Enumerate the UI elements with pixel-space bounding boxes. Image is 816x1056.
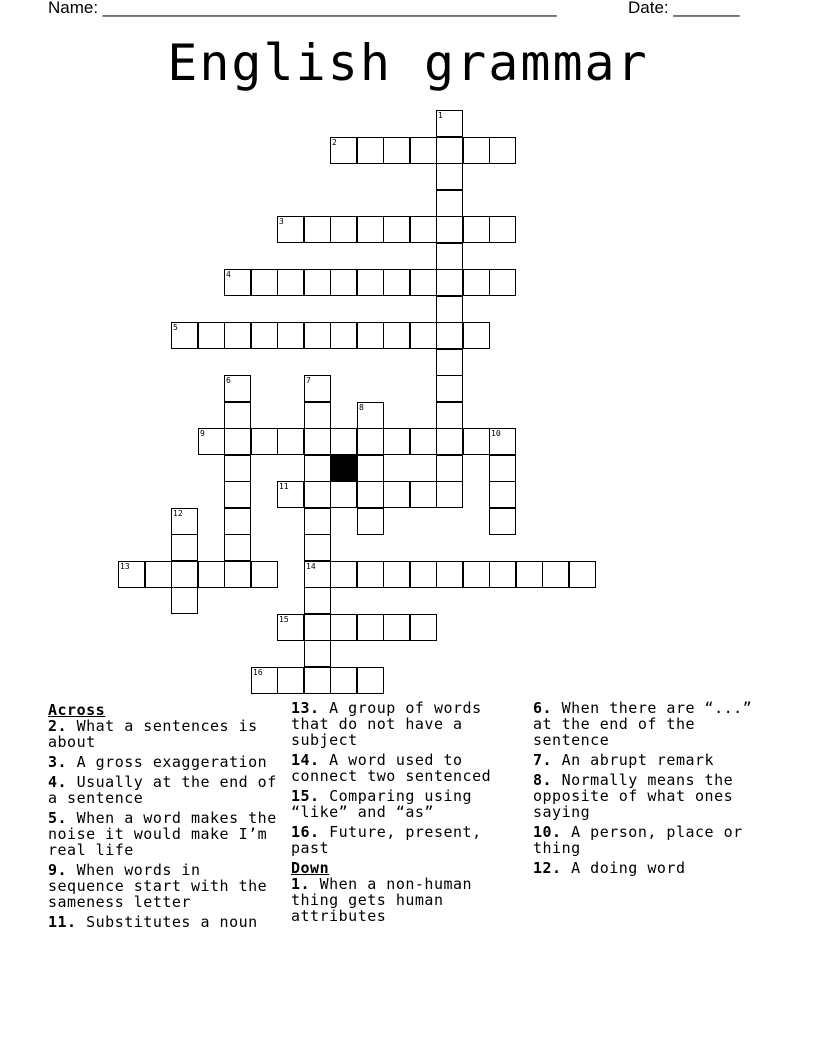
clue-item-number: 16. — [291, 823, 320, 841]
grid-cell[interactable] — [171, 534, 198, 561]
clue-item-number: 11. — [48, 913, 77, 931]
section-heading-down: Down — [291, 859, 330, 877]
date-field-label: Date: _______ — [628, 0, 740, 17]
grid-cell[interactable] — [383, 428, 410, 455]
clue-item — [48, 862, 283, 910]
grid-cell[interactable] — [277, 481, 304, 508]
clue-number: 13 — [120, 562, 130, 571]
grid-cell[interactable] — [224, 428, 251, 455]
grid-cell[interactable] — [436, 375, 463, 402]
clue-item — [291, 876, 526, 924]
grid-cell[interactable] — [357, 455, 384, 482]
grid-cell[interactable] — [304, 216, 331, 243]
grid-cell[interactable] — [330, 614, 357, 641]
grid-cell[interactable] — [383, 322, 410, 349]
grid-cell[interactable] — [436, 561, 463, 588]
clue-item — [291, 752, 526, 784]
clue-item — [48, 810, 283, 858]
grid-cell[interactable] — [171, 508, 198, 535]
grid-cell[interactable] — [357, 508, 384, 535]
grid-cell[interactable] — [410, 428, 437, 455]
grid-cell[interactable] — [357, 216, 384, 243]
grid-cell[interactable] — [357, 269, 384, 296]
clue-number: 3 — [279, 217, 284, 226]
grid-cell[interactable] — [171, 587, 198, 614]
grid-cell[interactable] — [410, 561, 437, 588]
grid-cell[interactable] — [304, 614, 331, 641]
grid-cell[interactable] — [410, 614, 437, 641]
clue-number: 7 — [306, 376, 311, 385]
grid-cell[interactable] — [224, 269, 251, 296]
grid-cell[interactable] — [463, 269, 490, 296]
grid-cell[interactable] — [330, 667, 357, 694]
grid-cell[interactable] — [463, 322, 490, 349]
grid-cell[interactable] — [277, 614, 304, 641]
grid-cell[interactable] — [118, 561, 145, 588]
clue-item-text: A group of words that do not have a subject — [291, 699, 482, 749]
clue-item-number: 7. — [533, 751, 553, 769]
grid-cell[interactable] — [436, 349, 463, 376]
puzzle-title: English grammar — [167, 34, 649, 92]
grid-cell[interactable] — [436, 190, 463, 217]
section-heading-across: Across — [48, 701, 106, 719]
grid-cell[interactable] — [383, 561, 410, 588]
clue-item-number: 5. — [48, 809, 68, 827]
grid-cell[interactable] — [304, 561, 331, 588]
clue-item — [48, 718, 283, 750]
clue-number: 2 — [332, 138, 337, 147]
grid-cell[interactable] — [171, 561, 198, 588]
clue-item-text: An abrupt remark — [552, 751, 715, 769]
grid-cell[interactable] — [224, 375, 251, 402]
clue-item-number: 6. — [533, 699, 553, 717]
grid-cell[interactable] — [277, 428, 304, 455]
grid-cell[interactable] — [463, 137, 490, 164]
grid-cell[interactable] — [304, 455, 331, 482]
grid-cell[interactable] — [383, 614, 410, 641]
grid-cell[interactable] — [304, 481, 331, 508]
grid-cell[interactable] — [198, 428, 225, 455]
clue-item — [291, 788, 526, 820]
grid-cell[interactable] — [436, 322, 463, 349]
clue-number: 1 — [438, 111, 443, 120]
grid-cell[interactable] — [357, 322, 384, 349]
clue-item-number: 8. — [533, 771, 553, 789]
grid-cell[interactable] — [357, 428, 384, 455]
clue-item-number: 4. — [48, 773, 68, 791]
grid-cell[interactable] — [489, 481, 516, 508]
grid-cell[interactable] — [463, 428, 490, 455]
clue-item — [533, 772, 773, 820]
grid-block — [330, 455, 357, 482]
clue-item-number: 3. — [48, 753, 68, 771]
grid-cell[interactable] — [357, 137, 384, 164]
clue-item-number: 9. — [48, 861, 68, 879]
grid-cell[interactable] — [330, 322, 357, 349]
clue-number: 16 — [253, 668, 263, 677]
grid-cell[interactable] — [436, 296, 463, 323]
grid-cell[interactable] — [224, 561, 251, 588]
grid-cell[interactable] — [304, 667, 331, 694]
grid-cell[interactable] — [436, 269, 463, 296]
clue-item — [291, 700, 526, 748]
grid-cell[interactable] — [383, 269, 410, 296]
grid-cell[interactable] — [198, 561, 225, 588]
grid-cell[interactable] — [251, 561, 278, 588]
grid-cell[interactable] — [436, 455, 463, 482]
clue-item-number: 12. — [533, 859, 562, 877]
clue-item-number: 1. — [291, 875, 311, 893]
clue-item-text: Future, present, past — [291, 823, 482, 857]
clue-number: 11 — [279, 482, 289, 491]
clue-item-number: 14. — [291, 751, 320, 769]
clue-item — [533, 860, 773, 876]
grid-cell[interactable] — [304, 508, 331, 535]
grid-cell[interactable] — [251, 322, 278, 349]
grid-cell[interactable] — [304, 375, 331, 402]
clue-item-number: 10. — [533, 823, 562, 841]
clue-item-text: Usually at the end of a sentence — [48, 773, 277, 807]
grid-cell[interactable] — [145, 561, 172, 588]
grid-cell[interactable] — [489, 216, 516, 243]
clue-item-number: 13. — [291, 699, 320, 717]
grid-cell[interactable] — [489, 269, 516, 296]
grid-cell[interactable] — [198, 322, 225, 349]
clue-item-text: Normally means the opposite of what ones saying — [533, 771, 734, 821]
grid-cell[interactable] — [304, 428, 331, 455]
clue-item — [291, 824, 526, 856]
clue-item — [533, 824, 773, 856]
clue-item — [533, 752, 773, 768]
grid-cell[interactable] — [489, 455, 516, 482]
grid-cell[interactable] — [410, 216, 437, 243]
clue-number: 4 — [226, 270, 231, 279]
clue-number: 9 — [200, 429, 205, 438]
clue-item-text: When words in sequence start with the sameness letter — [48, 861, 268, 911]
grid-cell[interactable] — [330, 216, 357, 243]
clue-item-text: When a word makes the noise it would make I’m real life — [48, 809, 277, 859]
grid-cell[interactable] — [357, 614, 384, 641]
clue-item-text: Comparing using “like” and “as” — [291, 787, 473, 821]
grid-cell[interactable] — [304, 322, 331, 349]
grid-cell[interactable] — [330, 561, 357, 588]
grid-cell[interactable] — [383, 481, 410, 508]
grid-cell[interactable] — [304, 587, 331, 614]
clue-number: 5 — [173, 323, 178, 332]
grid-cell[interactable] — [463, 561, 490, 588]
grid-cell[interactable] — [489, 137, 516, 164]
grid-cell[interactable] — [277, 667, 304, 694]
grid-cell[interactable] — [330, 428, 357, 455]
grid-cell[interactable] — [224, 481, 251, 508]
grid-cell[interactable] — [251, 667, 278, 694]
grid-cell[interactable] — [569, 561, 596, 588]
grid-cell[interactable] — [304, 640, 331, 667]
clue-item — [533, 700, 773, 748]
clue-item-text: A gross exaggeration — [67, 753, 268, 771]
clue-number: 15 — [279, 615, 289, 624]
clue-item-text: What a sentences is about — [48, 717, 258, 751]
grid-cell[interactable] — [277, 269, 304, 296]
grid-cell[interactable] — [357, 667, 384, 694]
grid-cell[interactable] — [436, 216, 463, 243]
clue-number: 14 — [306, 562, 316, 571]
clue-item-number: 2. — [48, 717, 68, 735]
grid-cell[interactable] — [304, 402, 331, 429]
grid-cell[interactable] — [542, 561, 569, 588]
grid-cell[interactable] — [330, 269, 357, 296]
grid-cell[interactable] — [357, 561, 384, 588]
grid-cell[interactable] — [410, 481, 437, 508]
grid-cell[interactable] — [330, 137, 357, 164]
grid-cell[interactable] — [277, 216, 304, 243]
clue-item — [48, 774, 283, 806]
clue-item-number: 15. — [291, 787, 320, 805]
clue-item-text: When there are “...” at the end of the sentence — [533, 699, 753, 749]
grid-cell[interactable] — [224, 534, 251, 561]
grid-cell[interactable] — [383, 137, 410, 164]
grid-cell[interactable] — [410, 322, 437, 349]
grid-cell[interactable] — [410, 137, 437, 164]
clue-item-text: Substitutes a noun — [76, 913, 258, 931]
name-field-label: Name: ________________________________________________ — [48, 0, 557, 17]
grid-cell[interactable] — [489, 508, 516, 535]
clue-number: 10 — [491, 429, 501, 438]
grid-cell[interactable] — [357, 402, 384, 429]
grid-cell[interactable] — [330, 481, 357, 508]
clue-item-text: When a non-human thing gets human attributes — [291, 875, 473, 925]
grid-cell[interactable] — [224, 455, 251, 482]
grid-cell[interactable] — [224, 508, 251, 535]
clue-column-2 — [291, 700, 526, 928]
grid-cell[interactable] — [224, 322, 251, 349]
clue-column-3 — [533, 700, 773, 880]
grid-cell[interactable] — [516, 561, 543, 588]
grid-cell[interactable] — [436, 481, 463, 508]
grid-cell[interactable] — [436, 428, 463, 455]
grid-cell[interactable] — [171, 322, 198, 349]
grid-cell[interactable] — [489, 428, 516, 455]
grid-cell[interactable] — [436, 110, 463, 137]
clue-item — [48, 914, 283, 930]
clue-item-text: A person, place or thing — [533, 823, 743, 857]
grid-cell[interactable] — [277, 322, 304, 349]
clue-number: 12 — [173, 509, 183, 518]
clue-number: 6 — [226, 376, 231, 385]
grid-cell[interactable] — [436, 163, 463, 190]
clue-column-1 — [48, 700, 283, 934]
grid-cell[interactable] — [463, 216, 490, 243]
grid-cell[interactable] — [304, 269, 331, 296]
clue-item-text: A doing word — [561, 859, 686, 877]
grid-cell[interactable] — [357, 481, 384, 508]
grid-cell[interactable] — [383, 216, 410, 243]
clue-number: 8 — [359, 403, 364, 412]
clue-item-text: A word used to connect two sentenced — [291, 751, 492, 785]
grid-cell[interactable] — [410, 269, 437, 296]
grid-cell[interactable] — [489, 561, 516, 588]
clue-item — [48, 754, 283, 770]
grid-cell[interactable] — [304, 534, 331, 561]
grid-cell[interactable] — [251, 269, 278, 296]
grid-cell[interactable] — [436, 243, 463, 270]
grid-cell[interactable] — [436, 137, 463, 164]
grid-cell[interactable] — [224, 402, 251, 429]
grid-cell[interactable] — [436, 402, 463, 429]
grid-cell[interactable] — [251, 428, 278, 455]
